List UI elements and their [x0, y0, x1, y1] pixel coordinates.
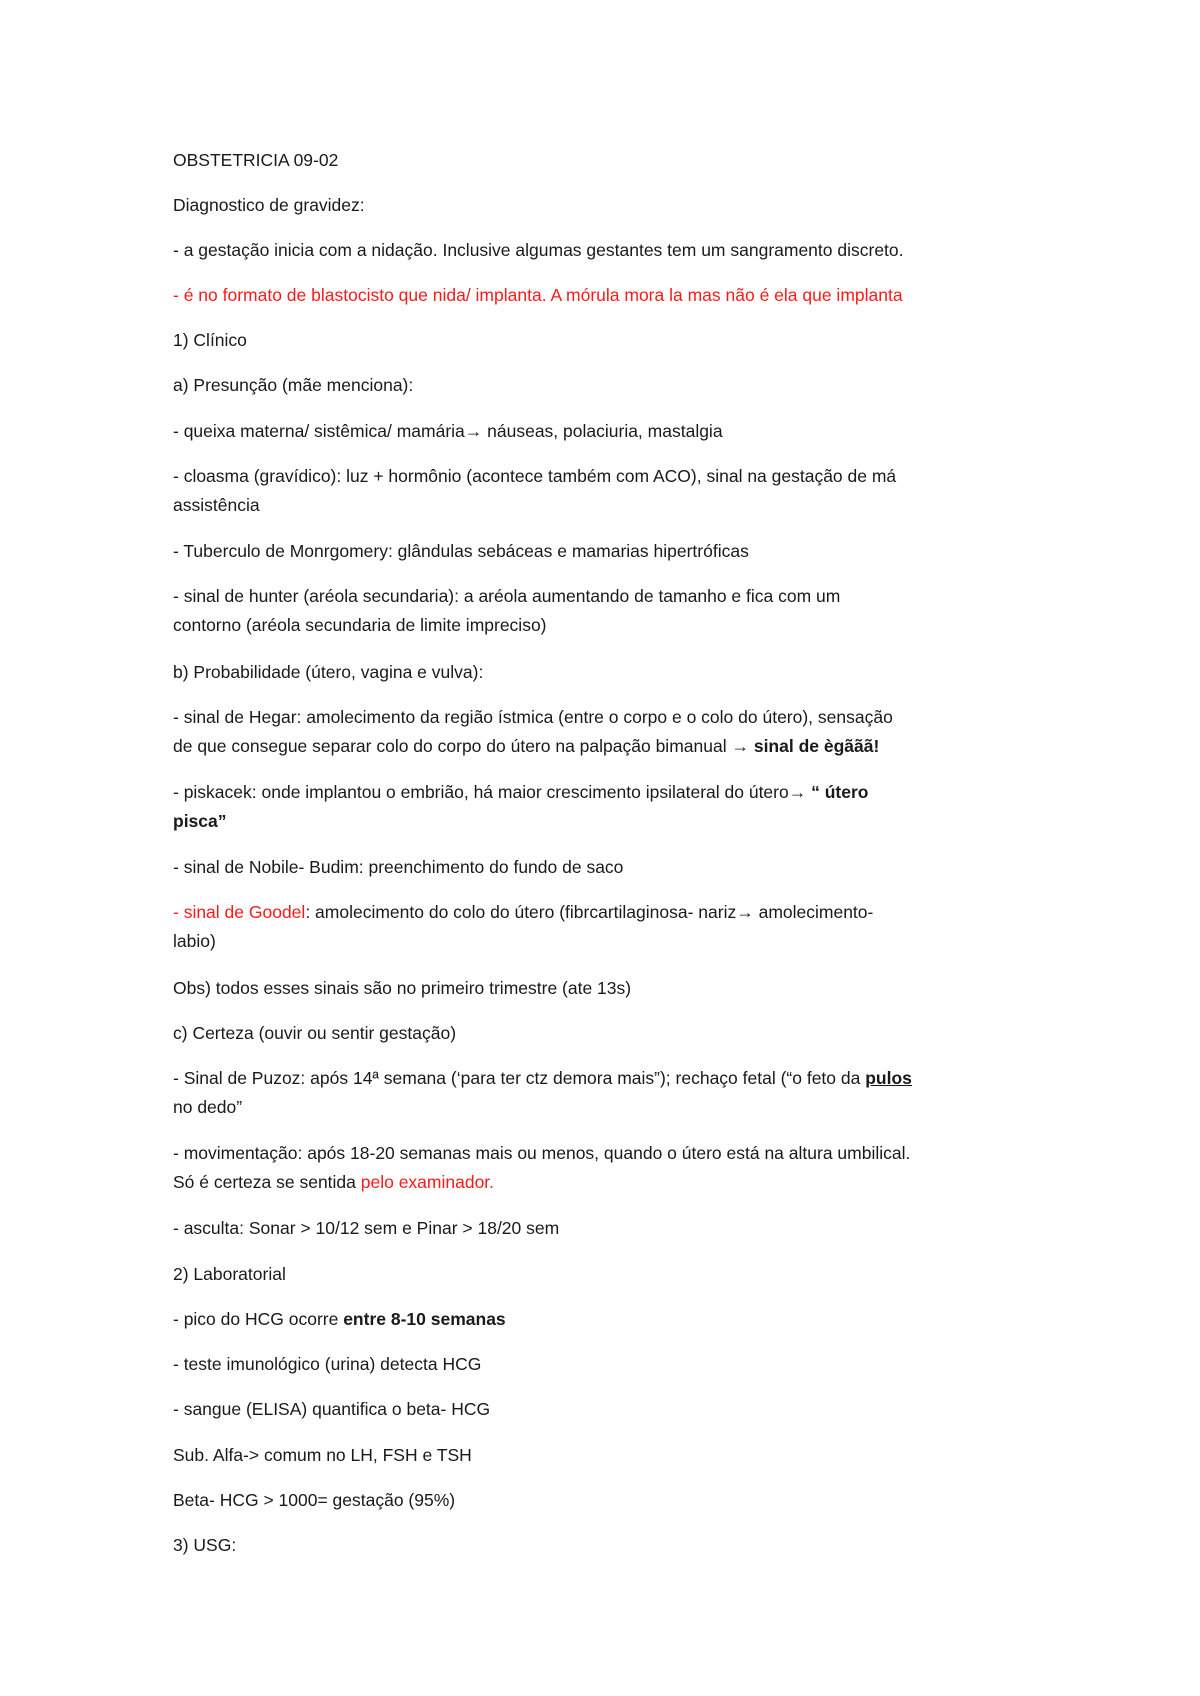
item-beta-hcg: Beta- HCG > 1000= gestação (95%) [173, 1490, 456, 1510]
item-goodel: - sinal de Goodel: amolecimento do colo do útero (fibrcartilaginosa- nariz→ amolecimento- labio) [173, 902, 874, 951]
item-sangue-elisa: - sangue (ELISA) quantifica o beta- HCG [173, 1399, 491, 1419]
arrow-icon: → [788, 782, 807, 802]
item-puzoz: - Sinal de Puzoz: após 14ª semana (‘para ter ctz demora mais”); rechaço fetal (“o feto da pulos no dedo” [173, 1068, 912, 1117]
arrow-icon: → [731, 736, 749, 756]
arrow-icon: → [464, 421, 483, 441]
subsection-certeza: c) Certeza (ouvir ou sentir gestação) [173, 1023, 457, 1043]
item-movimentacao: - movimentação: após 18-20 semanas mais ou menos, quando o útero está na altura umbilical. Só é certeza se sentida pelo examinador. [173, 1143, 911, 1192]
arrow-icon: → [736, 902, 754, 922]
item-nobile: - sinal de Nobile- Budim: preenchimento do fundo de saco [173, 857, 624, 877]
section-clinico: 1) Clínico [173, 330, 247, 350]
subsection-presuncao: a) Presunção (mãe menciona): [173, 375, 414, 395]
item-queixa: - queixa materna/ sistêmica/ mamária→ náuseas, polaciuria, mastalgia [173, 421, 723, 441]
subsection-probabilidade: b) Probabilidade (útero, vagina e vulva): [173, 662, 484, 682]
section-laboratorial: 2) Laboratorial [173, 1264, 286, 1284]
item-pico-hcg: - pico do HCG ocorre entre 8-10 semanas [173, 1309, 506, 1329]
item-piskacek: - piskacek: onde implantou o embrião, há maior crescimento ipsilateral do útero→ “ útero pisca” [173, 782, 869, 831]
paragraph-intro: - a gestação inicia com a nidação. Inclusive algumas gestantes tem um sangramento discreto. [173, 240, 904, 260]
document-title: OBSTETRICIA 09-02 [173, 150, 339, 170]
item-hegar: - sinal de Hegar: amolecimento da região ístmica (entre o corpo e o colo do útero), sensação de que consegue separar colo do corpo do útero na palpação bimanual → sinal de ègããã! [173, 707, 893, 756]
item-cloasma: - cloasma (gravídico): luz + hormônio (acontece também com ACO), sinal na gestação de má assistência [173, 466, 897, 515]
item-teste-imunologico: - teste imunológico (urina) detecta HCG [173, 1354, 482, 1374]
section-usg: 3) USG: [173, 1535, 237, 1555]
paragraph-red-note: - é no formato de blastocisto que nida/ implanta. A mórula mora la mas não é ela que implanta [173, 285, 903, 305]
item-hunter: - sinal de hunter (aréola secundaria): a aréola aumentando de tamanho e fica com um contorno (aréola secundaria de limite impreciso) [173, 586, 841, 635]
item-sub-alfa: Sub. Alfa-> comum no LH, FSH e TSH [173, 1445, 472, 1465]
section-heading: Diagnostico de gravidez: [173, 195, 365, 215]
obs-note: Obs) todos esses sinais são no primeiro trimestre (ate 13s) [173, 978, 632, 998]
item-tuberculo: - Tuberculo de Monrgomery: glândulas sebáceas e mamarias hipertróficas [173, 541, 749, 561]
item-asculta: - asculta: Sonar > 10/12 sem e Pinar > 18/20 sem [173, 1218, 560, 1238]
